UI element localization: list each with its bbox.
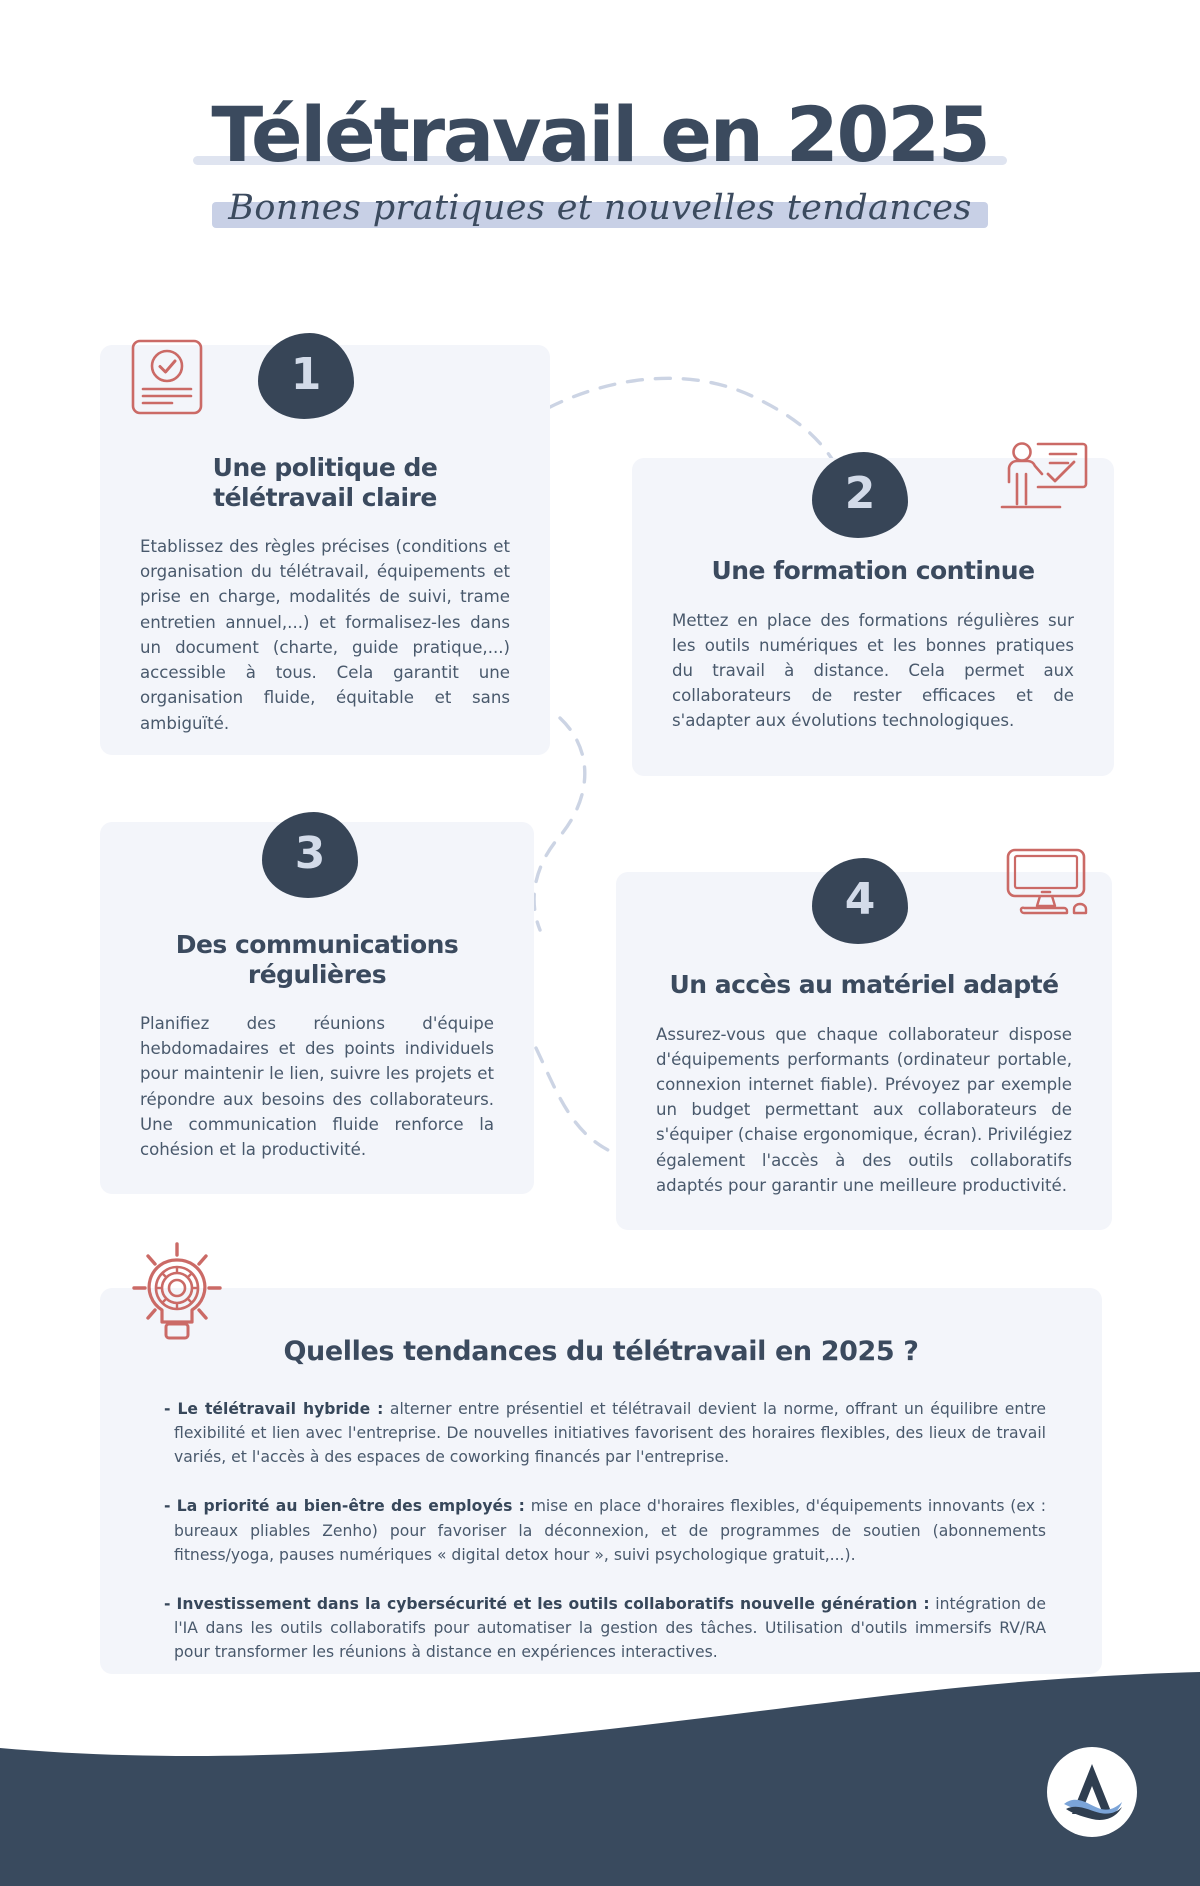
title-wrapper [193, 90, 1006, 179]
card-4-title: Un accès au matériel adapté [669, 970, 1059, 999]
step-number-badge-4 [812, 858, 908, 944]
step-number-2: 2 [844, 468, 876, 519]
connector-1-to-2 [548, 378, 834, 462]
trends-panel [100, 1288, 1102, 1674]
card-2-body: Mettez en place des formations régulières sur les outils numériques et les bonnes pratiques du travail à distance. Cela permet aux collaborateurs de rester efficaces et de s'adapter aux évolutions technologiques. [672, 610, 1074, 731]
step-number-3: 3 [294, 828, 326, 879]
trend-lead: - Investissement dans la cybersécurité et les outils collaboratifs nouvelle génération : [164, 1594, 930, 1613]
trends-title: Quelles tendances du télétravail en 2025 ? [283, 1336, 919, 1367]
desktop-monitor-icon [1002, 848, 1094, 918]
card-1-body: Etablissez des règles précises (conditions et organisation du télétravail, équipements et prise en charge, modalités de suivi, trame entretien annuel,...) et formalisez-les dans un document (charte, guide pratique,...) accessible à tous. Cela garantit une organisation fluide, équitable et sans ambiguïté. [140, 537, 510, 733]
wave-mountain-logo [1046, 1746, 1138, 1838]
page-title: Télétravail en 2025 [211, 90, 989, 179]
trend-text: intégration de l'IA dans les outils collaboratifs pour automatiser la gestion des tâches. Utilisation d'outils immersifs RV/RA pour transformer les réunions à distance en expériences interactives. [174, 1594, 1046, 1662]
page-header [0, 90, 1200, 231]
page-subtitle: Bonnes pratiques et nouvelles tendances [228, 187, 972, 228]
lightbulb-gear-icon [128, 1240, 226, 1344]
trend-lead: - La priorité au bien-être des employés : [164, 1497, 525, 1516]
trend-item [156, 1592, 1046, 1664]
trend-lead: - Le télétravail hybride : [164, 1400, 384, 1418]
footer-wave [0, 1666, 1200, 1886]
presentation-person-icon [998, 440, 1090, 514]
trend-text: alterner entre présentiel et télétravail devient la norme, offrant un équilibre entre flexibilité et lien avec l'entreprise. De nouvelles initiatives favorisent des horaires flexibles, des lieux de travail variés, et l'accès à des espaces de coworking financés par l'entreprise. [174, 1400, 1046, 1467]
step-number-4: 4 [844, 874, 876, 925]
step-number-1: 1 [290, 349, 322, 400]
connector-3-to-4 [536, 1048, 608, 1150]
trend-item [156, 1397, 1046, 1469]
trend-text: mise en place d'horaires flexibles, d'équipements innovants (ex : bureaux pliables Zenho) pour favoriser la déconnexion, et de programmes de soutien (abonnements fitness/yoga, pauses numériques « digital detox hour », suivi psychologique gratuit,...). [174, 1497, 1047, 1564]
card-1-title: Une politique de télétravail claire [212, 453, 438, 512]
trend-item [156, 1494, 1046, 1566]
subtitle-wrapper [212, 188, 987, 231]
document-check-icon [130, 338, 204, 416]
card-4-body: Assurez-vous que chaque collaborateur dispose d'équipements performants (ordinateur portable, connexion internet fiable). Prévoyez par exemple un budget permettant aux collaborateurs de s'équiper (chaise ergonomique, écran). Privilégiez également l'accès à des outils collaboratifs adaptés pour garantir une meilleure productivité. [656, 1024, 1072, 1195]
card-3-title: Des communications régulières [175, 930, 459, 989]
card-3-body: Planifiez des réunions d'équipe hebdomadaires et des points individuels pour maintenir le lien, suivre les projets et répondre aux besoins des collaborateurs. Une communication fluide renforce la cohésion et la productivité. [140, 1014, 494, 1160]
card-2-title: Une formation continue [711, 556, 1035, 585]
